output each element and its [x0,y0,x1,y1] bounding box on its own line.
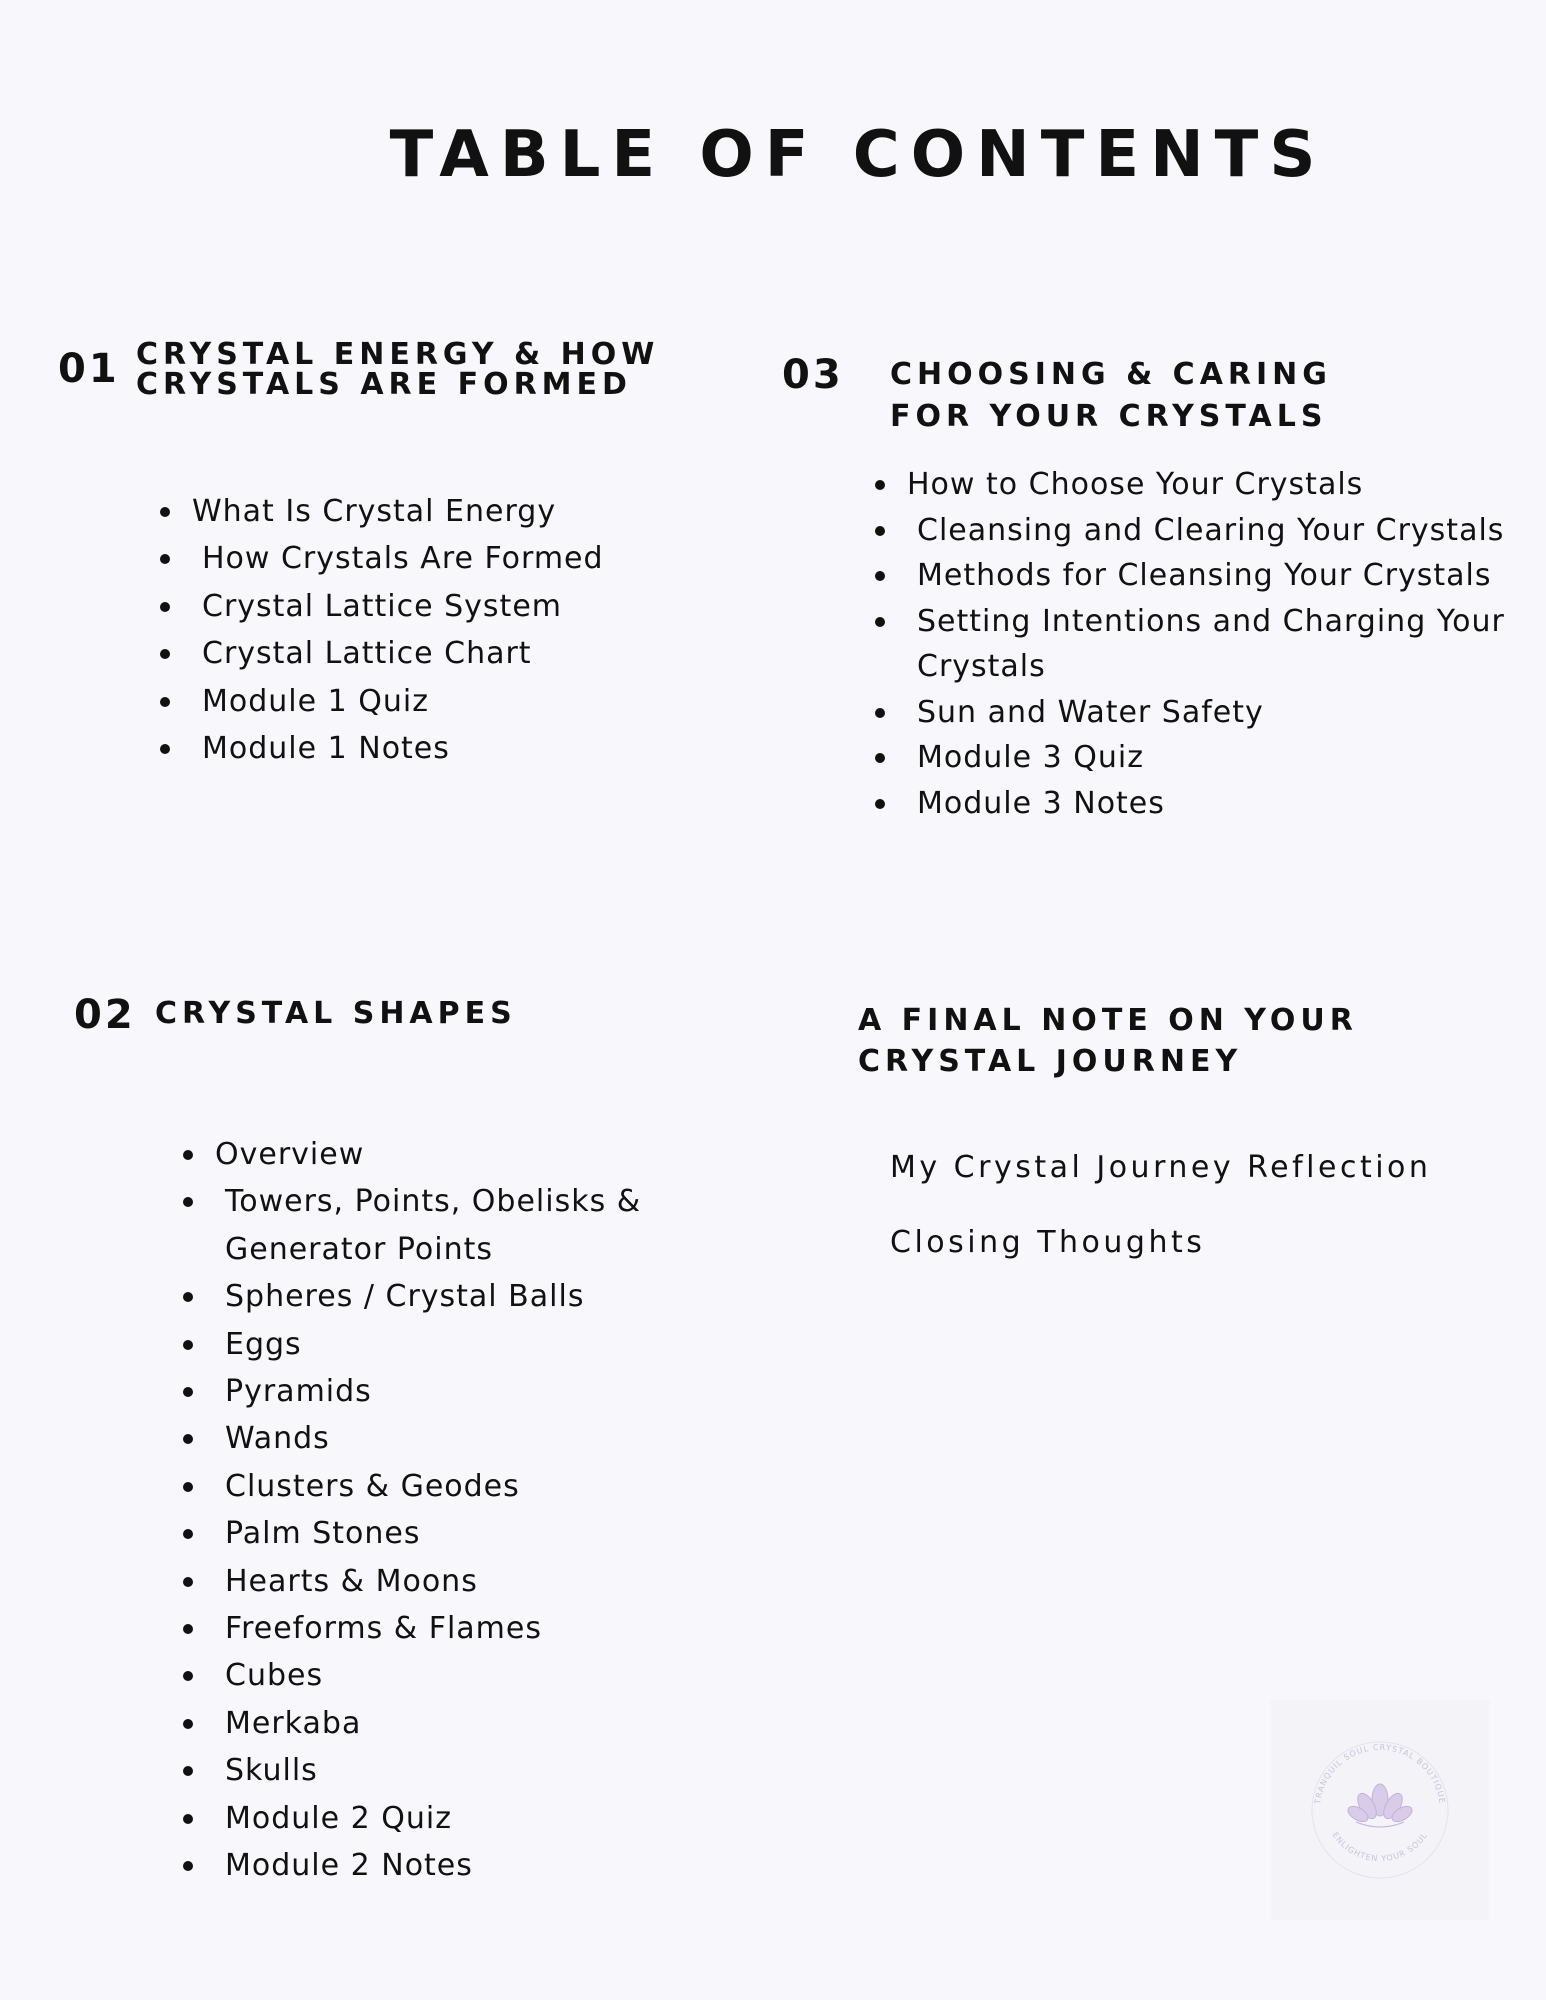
section-number-01: 01 [58,346,120,392]
section-title-line: CRYSTALS ARE FORMED [136,367,632,402]
toc-item[interactable]: Spheres / Crystal Balls [181,1273,705,1320]
section-title-line: CRYSTAL JOURNEY [858,1044,1243,1079]
toc-item[interactable]: Eggs [181,1321,705,1368]
section-title-01 [136,337,660,402]
toc-item[interactable]: Pyramids [181,1368,705,1415]
toc-item[interactable]: Module 2 Quiz [181,1795,705,1842]
toc-item[interactable]: Module 2 Notes [181,1842,705,1889]
section-03-list [873,462,1546,826]
toc-item[interactable]: Module 3 Notes [873,781,1546,827]
seal-svg [1270,1700,1490,1920]
seal-tagline: ENLIGHTEN YOUR SOUL [1330,1830,1430,1864]
toc-item[interactable]: Skulls [181,1747,705,1794]
final-note-item-closing[interactable]: Closing Thoughts [890,1225,1206,1260]
toc-item[interactable]: Wands [181,1415,705,1462]
section-title-line: CHOOSING & CARING [890,357,1332,392]
toc-item[interactable]: How Crystals Are Formed [158,535,604,582]
seal-ring-text: TRANQUIL SOUL CRYSTAL BOUTIQUE [1313,1742,1447,1805]
section-01-list [158,488,604,772]
section-title-line: FOR YOUR CRYSTALS [890,399,1328,434]
section-title-02 [155,996,517,1031]
page-title: TABLE OF CONTENTS [389,118,1327,192]
lotus-icon [1345,1784,1414,1827]
toc-item[interactable]: Clusters & Geodes [181,1463,705,1510]
section-title-line: CRYSTAL ENERGY & HOW [136,337,660,372]
section-number-03: 03 [782,352,844,398]
toc-item[interactable]: Crystal Lattice System [158,583,604,630]
toc-item[interactable]: What Is Crystal Energy [158,488,604,535]
toc-item[interactable]: Palm Stones [181,1510,705,1557]
section-number-02: 02 [74,992,136,1038]
final-note-item-reflection[interactable]: My Crystal Journey Reflection [890,1150,1432,1185]
toc-item[interactable]: Module 1 Notes [158,725,604,772]
boutique-seal-logo [1270,1700,1490,1920]
toc-item[interactable]: Cubes [181,1652,705,1699]
toc-item[interactable]: Sun and Water Safety [873,690,1546,736]
section-title-03 [890,354,1332,438]
section-title-line: CRYSTAL SHAPES [155,996,517,1031]
section-02-list [181,1131,705,1890]
toc-item[interactable]: Freeforms & Flames [181,1605,705,1652]
toc-item[interactable]: Towers, Points, Obelisks & Generator Points [181,1178,705,1273]
toc-item[interactable]: Cleansing and Clearing Your Crystals [873,508,1546,554]
toc-item[interactable]: Merkaba [181,1700,705,1747]
toc-item[interactable]: How to Choose Your Crystals [873,462,1546,508]
section-title-line: A FINAL NOTE ON YOUR [858,1003,1358,1038]
toc-item[interactable]: Module 1 Quiz [158,678,604,725]
toc-item[interactable]: Overview [181,1131,705,1178]
toc-item[interactable]: Methods for Cleansing Your Crystals [873,553,1546,599]
toc-item[interactable]: Hearts & Moons [181,1558,705,1605]
final-note-title [858,1000,1358,1082]
toc-item[interactable]: Module 3 Quiz [873,735,1546,781]
toc-item[interactable]: Crystal Lattice Chart [158,630,604,677]
toc-item[interactable]: Setting Intentions and Charging Your Crystals [873,599,1546,690]
